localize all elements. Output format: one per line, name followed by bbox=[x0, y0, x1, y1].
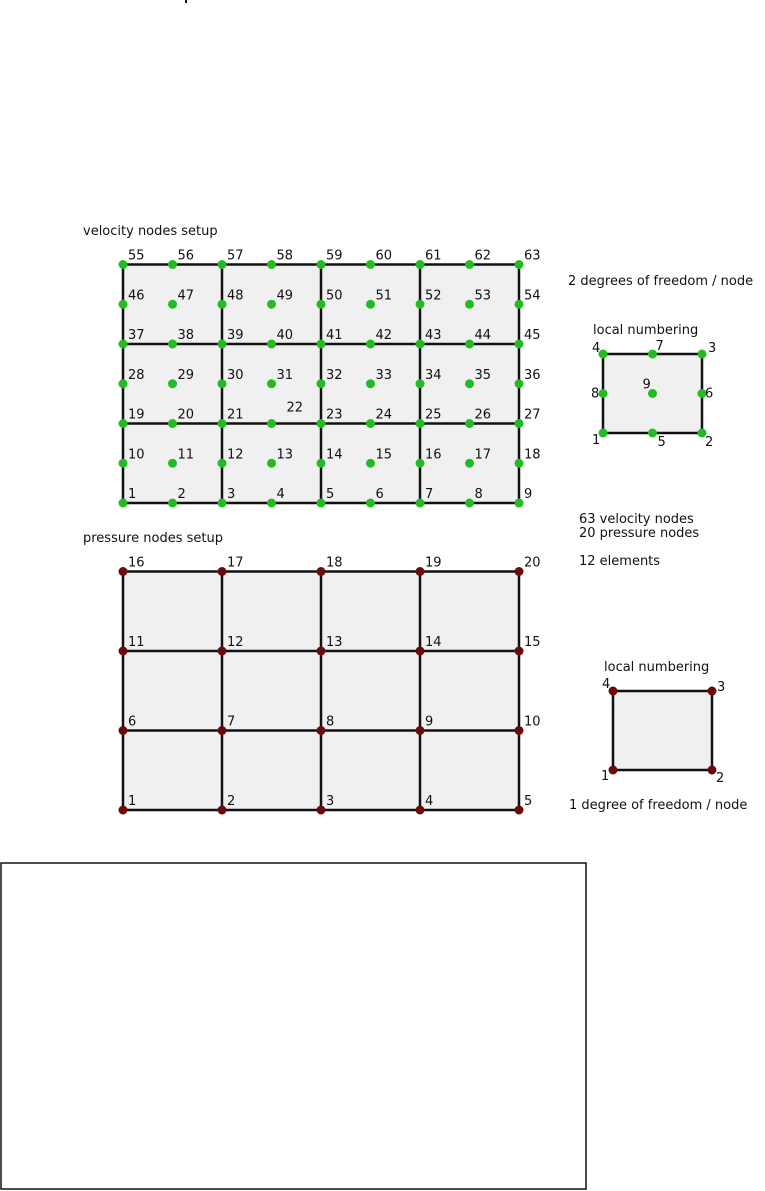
pressure-node-label: 9 bbox=[425, 714, 434, 730]
pressure-node-count: 20 pressure nodes bbox=[579, 526, 700, 541]
velocity-local-label: 9 bbox=[642, 377, 651, 393]
velocity-node bbox=[366, 300, 375, 309]
pressure-node bbox=[218, 726, 227, 735]
velocity-node-label: 24 bbox=[375, 407, 393, 423]
velocity-node-label: 9 bbox=[524, 487, 533, 502]
empty-frame bbox=[1, 863, 586, 1189]
velocity-node bbox=[416, 260, 425, 269]
velocity-node bbox=[168, 379, 177, 388]
velocity-node-label: 43 bbox=[425, 328, 442, 343]
velocity-node bbox=[218, 459, 227, 468]
pressure-node-label: 19 bbox=[425, 555, 442, 571]
pressure-node bbox=[119, 726, 128, 735]
velocity-node bbox=[515, 379, 524, 388]
velocity-node-label: 21 bbox=[227, 407, 244, 423]
velocity-node-label: 10 bbox=[128, 447, 145, 463]
pressure-node-label: 3 bbox=[326, 794, 335, 809]
velocity-node bbox=[465, 260, 474, 269]
velocity-node-label: 29 bbox=[177, 367, 195, 383]
velocity-node-label: 13 bbox=[276, 447, 294, 463]
velocity-node-label: 63 bbox=[524, 248, 541, 264]
velocity-local-node bbox=[648, 429, 657, 438]
pressure-node bbox=[515, 806, 524, 815]
velocity-node-count: 63 velocity nodes bbox=[579, 512, 694, 527]
velocity-node-label: 62 bbox=[474, 248, 492, 264]
velocity-node-label: 41 bbox=[326, 328, 343, 343]
pressure-node bbox=[317, 806, 326, 815]
pressure-node-label: 5 bbox=[524, 794, 533, 809]
pressure-local-label: 4 bbox=[602, 677, 611, 692]
pressure-node bbox=[317, 647, 326, 656]
pressure-node bbox=[218, 806, 227, 815]
velocity-node bbox=[168, 499, 177, 508]
velocity-node bbox=[416, 300, 425, 309]
velocity-node bbox=[515, 340, 524, 349]
velocity-node-label: 25 bbox=[425, 407, 442, 423]
velocity-node bbox=[317, 340, 326, 349]
velocity-node-label: 34 bbox=[425, 367, 442, 383]
velocity-node bbox=[416, 340, 425, 349]
velocity-node-label: 45 bbox=[524, 328, 541, 343]
pressure-node-label: 20 bbox=[524, 555, 541, 571]
velocity-node-label: 46 bbox=[128, 288, 145, 304]
pressure-node-label: 4 bbox=[425, 794, 434, 809]
velocity-node-label: 22 bbox=[286, 400, 304, 416]
pressure-node bbox=[119, 806, 128, 815]
velocity-node bbox=[119, 340, 128, 349]
velocity-node-label: 58 bbox=[276, 248, 294, 264]
velocity-node bbox=[168, 419, 177, 428]
velocity-node bbox=[515, 419, 524, 428]
velocity-node-label: 52 bbox=[425, 288, 442, 304]
velocity-local-label: 2 bbox=[705, 435, 714, 450]
pressure-node-label: 18 bbox=[326, 555, 343, 571]
element-count: 12 elements bbox=[579, 554, 661, 569]
pressure-node bbox=[515, 567, 524, 576]
velocity-node bbox=[267, 459, 276, 468]
velocity-node-label: 57 bbox=[227, 248, 244, 264]
velocity-node-label: 20 bbox=[177, 407, 195, 423]
pressure-local-label: 1 bbox=[601, 769, 610, 784]
pressure-local-title: local numbering bbox=[604, 660, 710, 675]
velocity-local-label: 6 bbox=[705, 386, 714, 402]
velocity-node-label: 16 bbox=[425, 447, 442, 463]
velocity-node bbox=[515, 300, 524, 309]
velocity-local-label: 1 bbox=[592, 433, 601, 448]
velocity-dof-text: 2 degrees of freedom / node bbox=[568, 274, 754, 289]
pressure-node-label: 7 bbox=[227, 714, 236, 730]
velocity-node-label: 28 bbox=[128, 367, 145, 383]
velocity-node-label: 59 bbox=[326, 248, 343, 264]
velocity-node-label: 50 bbox=[326, 288, 343, 304]
pressure-node bbox=[416, 806, 425, 815]
velocity-node-label: 55 bbox=[128, 248, 145, 264]
velocity-local-node bbox=[599, 389, 608, 398]
velocity-node-label: 39 bbox=[227, 328, 244, 343]
velocity-node bbox=[317, 499, 326, 508]
velocity-node bbox=[267, 499, 276, 508]
velocity-node-label: 35 bbox=[474, 367, 492, 383]
velocity-node-label: 18 bbox=[524, 447, 541, 463]
velocity-node-label: 49 bbox=[276, 288, 294, 304]
velocity-node-label: 7 bbox=[425, 487, 434, 502]
velocity-node-label: 60 bbox=[375, 248, 393, 264]
pressure-local-element bbox=[601, 677, 725, 786]
velocity-node-label: 32 bbox=[326, 367, 343, 383]
velocity-node-label: 40 bbox=[276, 328, 294, 343]
velocity-node bbox=[515, 260, 524, 269]
pressure-node-label: 10 bbox=[524, 714, 541, 730]
velocity-node-label: 6 bbox=[375, 487, 384, 502]
velocity-node bbox=[515, 499, 524, 508]
velocity-node bbox=[168, 459, 177, 468]
velocity-local-label: 8 bbox=[591, 386, 600, 402]
pressure-node bbox=[515, 647, 524, 656]
pressure-node-label: 15 bbox=[524, 635, 541, 650]
velocity-node-label: 5 bbox=[326, 487, 335, 502]
velocity-node-label: 53 bbox=[474, 288, 492, 304]
velocity-node bbox=[119, 260, 128, 269]
velocity-node-label: 38 bbox=[177, 328, 195, 343]
pressure-node bbox=[218, 647, 227, 656]
pressure-node-label: 13 bbox=[326, 635, 343, 650]
velocity-node bbox=[267, 300, 276, 309]
pressure-node bbox=[416, 567, 425, 576]
velocity-node bbox=[416, 419, 425, 428]
pressure-local-label: 3 bbox=[717, 680, 726, 695]
velocity-node bbox=[465, 379, 474, 388]
pressure-local-node bbox=[708, 687, 717, 696]
velocity-node bbox=[366, 499, 375, 508]
velocity-node-label: 1 bbox=[128, 487, 137, 502]
velocity-node-label: 56 bbox=[177, 248, 195, 264]
velocity-local-element bbox=[591, 339, 716, 450]
velocity-local-title: local numbering bbox=[593, 323, 699, 338]
velocity-local-label: 5 bbox=[657, 435, 666, 450]
pressure-node-label: 16 bbox=[128, 555, 145, 571]
velocity-node-label: 26 bbox=[474, 407, 492, 423]
pressure-node bbox=[119, 567, 128, 576]
velocity-node bbox=[515, 459, 524, 468]
velocity-node-label: 33 bbox=[375, 367, 393, 383]
pressure-local-background bbox=[613, 691, 712, 770]
pressure-node bbox=[416, 647, 425, 656]
velocity-node-label: 11 bbox=[177, 447, 195, 463]
velocity-node bbox=[366, 260, 375, 269]
velocity-node bbox=[218, 419, 227, 428]
velocity-node bbox=[119, 459, 128, 468]
pressure-node bbox=[218, 567, 227, 576]
velocity-node-label: 2 bbox=[177, 487, 186, 502]
velocity-node bbox=[267, 419, 276, 428]
pressure-node-label: 2 bbox=[227, 794, 236, 809]
velocity-node bbox=[317, 260, 326, 269]
velocity-node-label: 48 bbox=[227, 288, 244, 304]
velocity-node-label: 30 bbox=[227, 367, 244, 383]
pressure-node bbox=[317, 567, 326, 576]
velocity-node bbox=[119, 379, 128, 388]
velocity-node bbox=[119, 419, 128, 428]
velocity-node-label: 12 bbox=[227, 447, 244, 463]
velocity-node bbox=[218, 260, 227, 269]
velocity-node-label: 15 bbox=[375, 447, 393, 463]
velocity-node-label: 31 bbox=[276, 367, 294, 383]
velocity-node bbox=[465, 340, 474, 349]
velocity-node-label: 17 bbox=[474, 447, 492, 463]
velocity-node-label: 44 bbox=[474, 328, 492, 343]
velocity-node-label: 14 bbox=[326, 447, 343, 463]
pressure-node-label: 17 bbox=[227, 555, 244, 571]
velocity-node bbox=[366, 459, 375, 468]
velocity-node-label: 42 bbox=[375, 328, 393, 343]
velocity-node bbox=[465, 300, 474, 309]
pressure-node-label: 6 bbox=[128, 714, 137, 730]
pressure-grid bbox=[123, 572, 519, 811]
pressure-node-label: 1 bbox=[128, 794, 137, 809]
velocity-node bbox=[366, 340, 375, 349]
pressure-local-label: 2 bbox=[716, 771, 725, 786]
velocity-local-label: 3 bbox=[708, 341, 717, 356]
velocity-node bbox=[119, 499, 128, 508]
pressure-node-label: 11 bbox=[128, 635, 145, 650]
velocity-node bbox=[416, 459, 425, 468]
velocity-node bbox=[168, 260, 177, 269]
velocity-node-label: 19 bbox=[128, 407, 145, 423]
pressure-local-node bbox=[609, 766, 618, 775]
pressure-node bbox=[119, 647, 128, 656]
velocity-node-label: 47 bbox=[177, 288, 195, 304]
velocity-node-label: 23 bbox=[326, 407, 343, 423]
velocity-node bbox=[465, 459, 474, 468]
velocity-node bbox=[465, 419, 474, 428]
velocity-node bbox=[119, 300, 128, 309]
velocity-local-label: 4 bbox=[592, 341, 601, 356]
velocity-local-label: 7 bbox=[655, 339, 664, 354]
velocity-node-label: 8 bbox=[474, 487, 483, 502]
velocity-node bbox=[218, 499, 227, 508]
pressure-dof-text: 1 degree of freedom / node bbox=[569, 798, 748, 813]
velocity-node bbox=[267, 379, 276, 388]
velocity-node-label: 4 bbox=[276, 487, 285, 502]
velocity-local-node bbox=[698, 350, 707, 359]
pressure-node bbox=[515, 726, 524, 735]
velocity-node-label: 37 bbox=[128, 328, 145, 343]
velocity-node bbox=[267, 340, 276, 349]
velocity-node-label: 36 bbox=[524, 367, 541, 383]
velocity-node bbox=[416, 379, 425, 388]
velocity-node bbox=[317, 459, 326, 468]
velocity-node-label: 51 bbox=[375, 288, 393, 304]
pressure-title: pressure nodes setup bbox=[83, 531, 223, 546]
velocity-title: velocity nodes setup bbox=[83, 224, 218, 239]
velocity-node bbox=[317, 379, 326, 388]
pressure-node bbox=[416, 726, 425, 735]
velocity-node bbox=[218, 379, 227, 388]
velocity-node-label: 54 bbox=[524, 288, 541, 304]
velocity-node bbox=[168, 340, 177, 349]
pressure-node bbox=[317, 726, 326, 735]
pressure-node-label: 8 bbox=[326, 714, 335, 730]
velocity-node bbox=[218, 300, 227, 309]
velocity-node bbox=[317, 419, 326, 428]
pressure-node-label: 14 bbox=[425, 635, 442, 650]
velocity-node bbox=[416, 499, 425, 508]
pressure-node-label: 12 bbox=[227, 635, 244, 650]
velocity-node bbox=[366, 379, 375, 388]
velocity-node bbox=[218, 340, 227, 349]
velocity-node-label: 27 bbox=[524, 407, 541, 423]
velocity-node bbox=[465, 499, 474, 508]
velocity-node-label: 3 bbox=[227, 487, 236, 502]
velocity-node bbox=[168, 300, 177, 309]
velocity-node bbox=[366, 419, 375, 428]
velocity-node bbox=[267, 260, 276, 269]
velocity-node-label: 61 bbox=[425, 248, 442, 264]
velocity-node bbox=[317, 300, 326, 309]
